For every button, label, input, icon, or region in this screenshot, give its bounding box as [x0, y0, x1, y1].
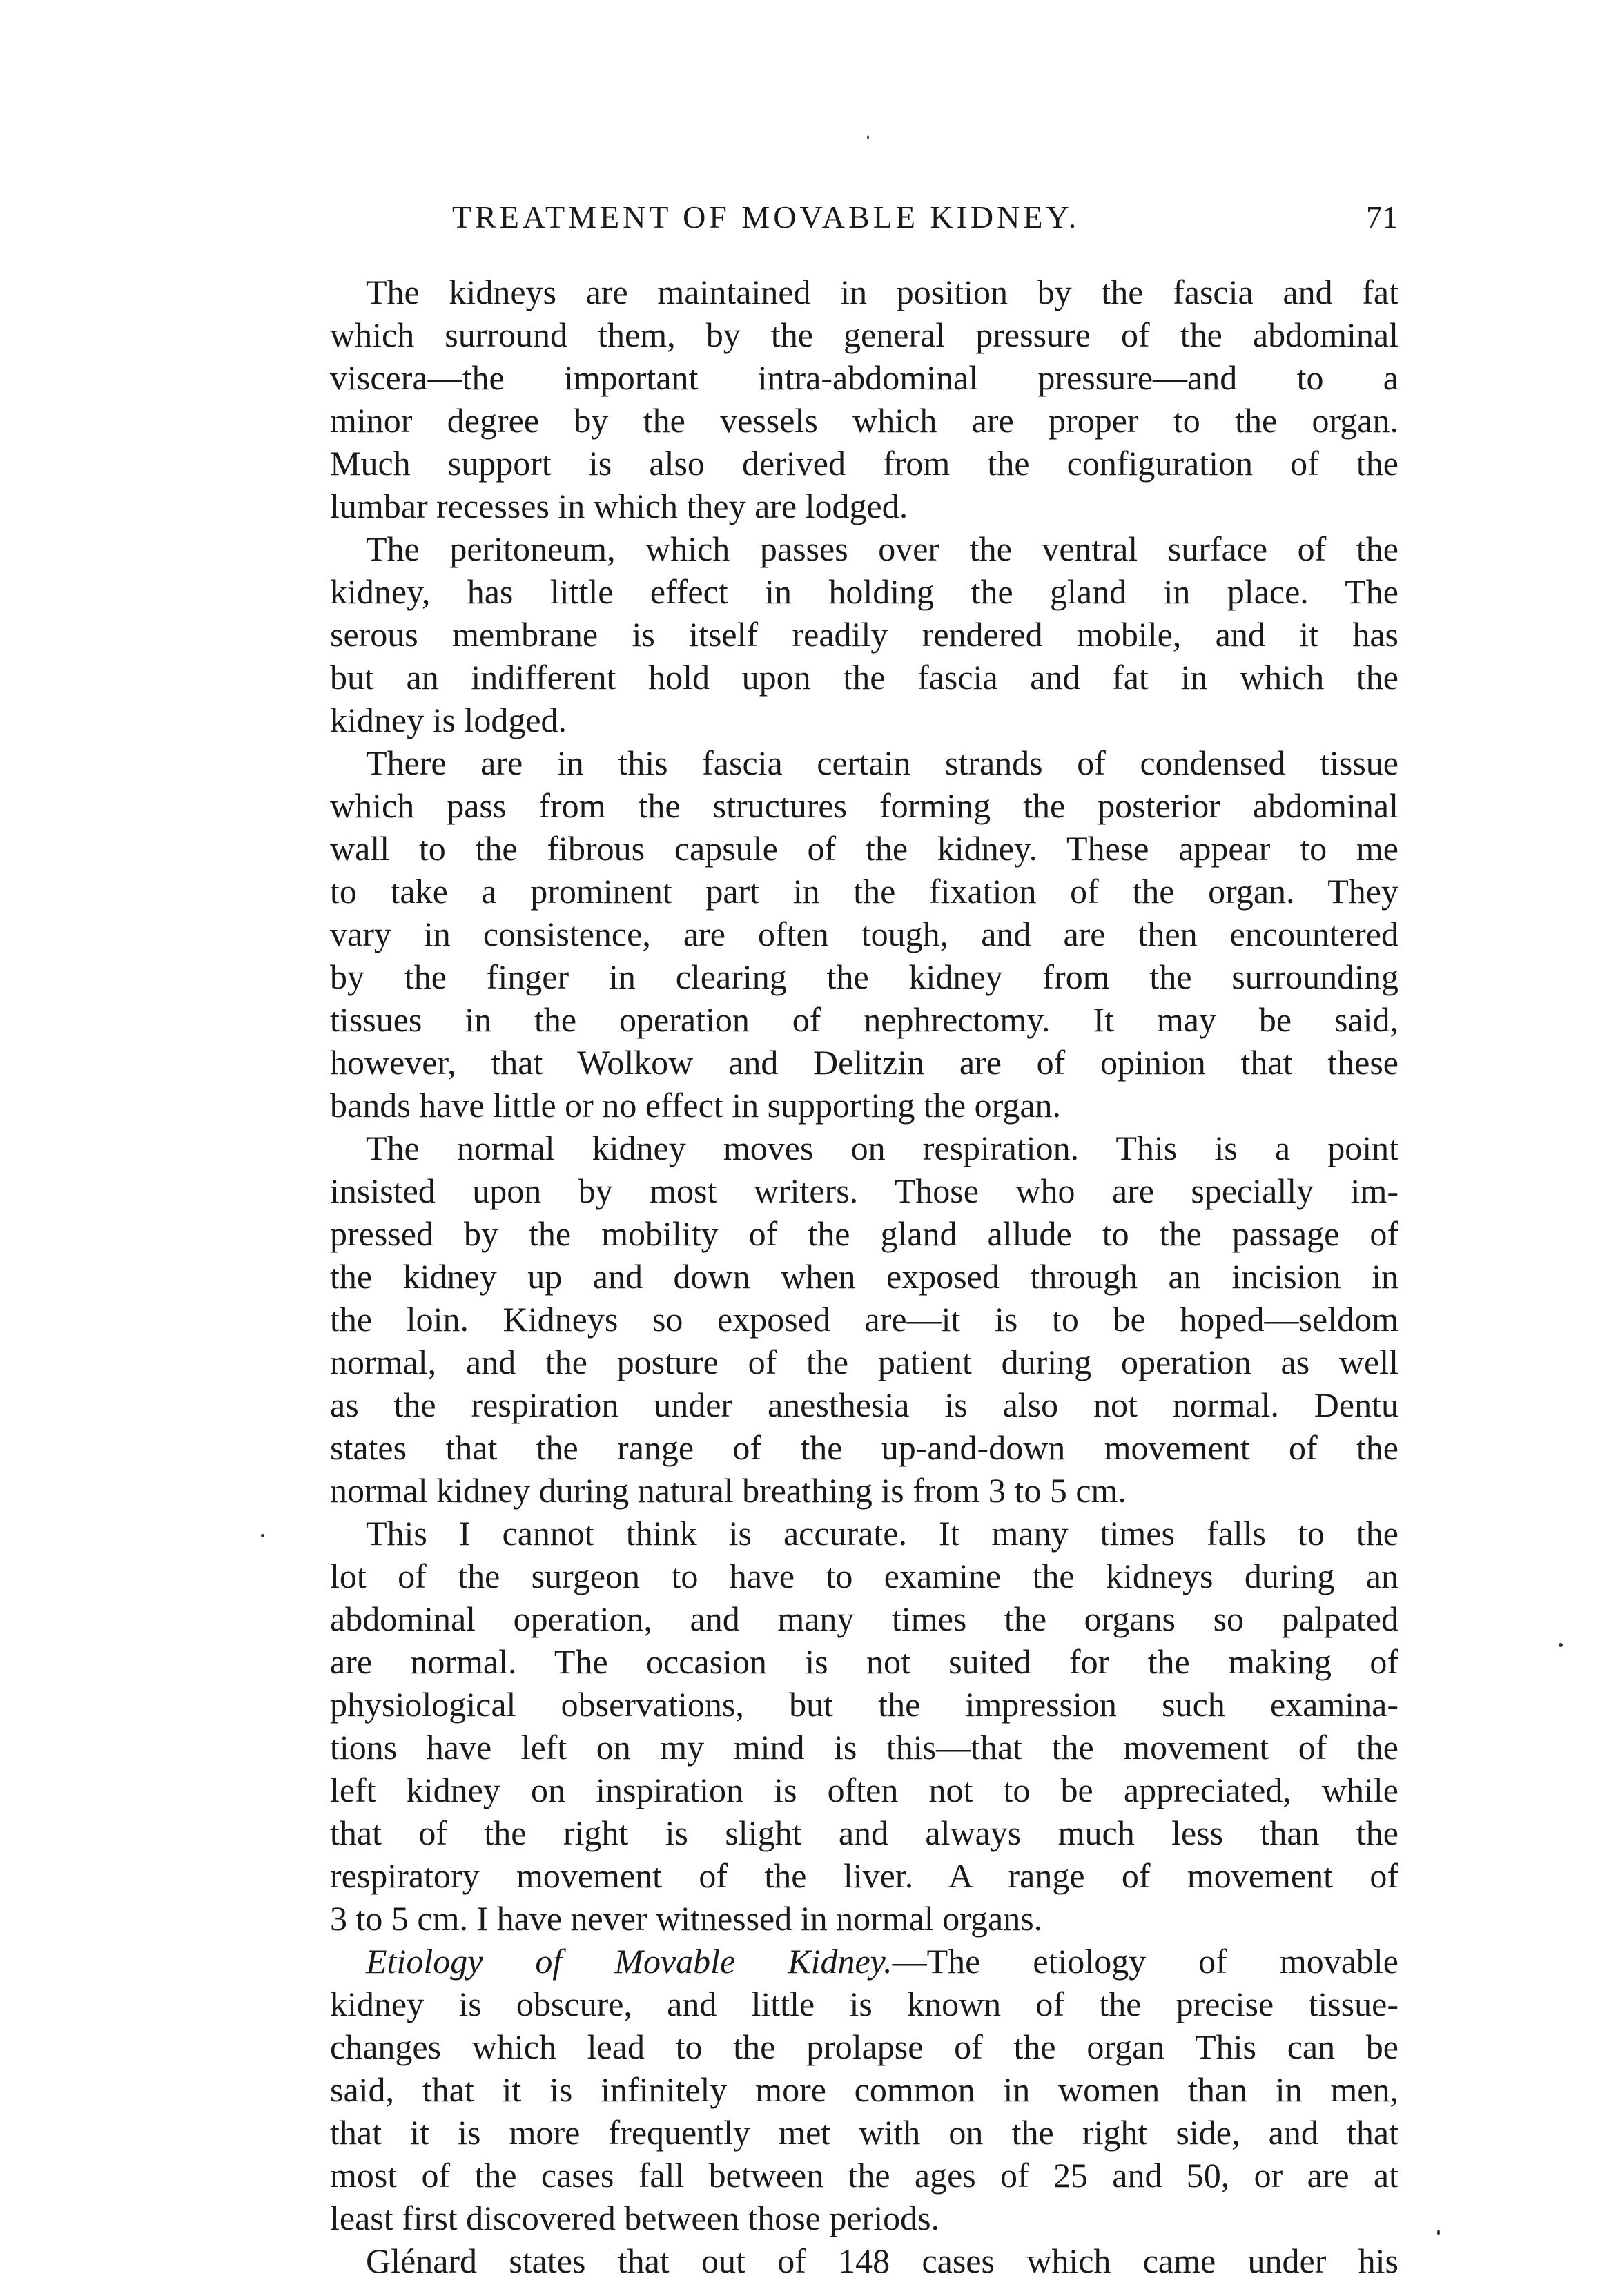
- text-line: normal kidney during natural breathing is from 3 to 5 cm.: [330, 1471, 1127, 1510]
- text-line: Glénard states that out of 148 cases which came under his: [366, 2241, 1398, 2280]
- text-line: The peritoneum, which passes over the ventral surface of the: [366, 529, 1398, 568]
- text-line: the kidney up and down when exposed through an incision in: [330, 1257, 1398, 1296]
- text-line: vary in consistence, are often tough, and are then encountered: [330, 915, 1398, 953]
- text-line: physiological observations, but the impression such examina-: [330, 1685, 1398, 1724]
- text-line: which surround them, by the general pressure of the abdominal: [330, 315, 1398, 354]
- text-line: least first discovered between those periods.: [330, 2199, 940, 2237]
- text-line: kidney is lodged.: [330, 701, 567, 739]
- text-line: left kidney on inspiration is often not to be appreciated, while: [330, 1771, 1398, 1809]
- text-line: states that the range of the up-and-down movement of the: [330, 1428, 1398, 1467]
- text-line: lot of the surgeon to have to examine the kidneys during an: [330, 1557, 1398, 1595]
- text-line: normal, and the posture of the patient during operation as well: [330, 1343, 1398, 1381]
- text-line: most of the cases fall between the ages of 25 and 50, or are at: [330, 2156, 1398, 2195]
- paragraph-peritoneum: [330, 527, 1398, 741]
- text-line: the loin. Kidneys so exposed are—it is to be hoped—seldom: [330, 1300, 1398, 1339]
- print-speck: [261, 1534, 264, 1537]
- print-speck: [1559, 1643, 1563, 1647]
- text-line: which pass from the structures forming the posterior abdominal: [330, 786, 1398, 825]
- text-line: bands have little or no effect in supporting the organ.: [330, 1086, 1062, 1125]
- text-line: serous membrane is itself readily rendered mobile, and it has: [330, 615, 1398, 654]
- text-line: Much support is also derived from the configuration of the: [330, 444, 1398, 483]
- text-line: The kidneys are maintained in position by the fascia and fat: [366, 273, 1398, 311]
- text-line: abdominal operation, and many times the organs so palpated: [330, 1599, 1398, 1638]
- paragraph-accuracy: [330, 1512, 1398, 1940]
- text-line: are normal. The occasion is not suited for the making of: [330, 1642, 1398, 1681]
- text-line: respiratory movement of the liver. A range of movement of: [330, 1856, 1398, 1895]
- paragraph-etiology: [330, 1940, 1398, 2239]
- text-line: changes which lead to the prolapse of the organ This can be: [330, 2027, 1398, 2066]
- print-speck: [867, 135, 869, 139]
- text-line: minor degree by the vessels which are proper to the organ.: [330, 401, 1398, 440]
- text-line: as the respiration under anesthesia is also not normal. Dentu: [330, 1385, 1398, 1424]
- paragraph-respiration: [330, 1127, 1398, 1512]
- text-line: This I cannot think is accurate. It many times falls to the: [366, 1514, 1398, 1553]
- text-line: but an indifferent hold upon the fascia and fat in which the: [330, 658, 1398, 697]
- body-text: [330, 271, 1398, 2282]
- text-line: tions have left on my mind is this—that the movement of the: [330, 1728, 1398, 1767]
- text-line: tissues in the operation of nephrectomy. It may be said,: [330, 1000, 1398, 1039]
- text-line: lumbar recesses in which they are lodged.: [330, 487, 908, 525]
- running-title: TREATMENT OF MOVABLE KIDNEY.: [452, 200, 1080, 235]
- text-line: by the finger in clearing the kidney from the surrounding: [330, 957, 1398, 996]
- running-head: [331, 193, 1398, 242]
- text-line: however, that Wolkow and Delitzin are of opinion that these: [330, 1043, 1398, 1082]
- text-line: pressed by the mobility of the gland allude to the passage of: [330, 1214, 1398, 1253]
- text-line: viscera—the important intra-abdominal pressure—and to a: [330, 358, 1398, 397]
- section-heading: Etiology of Movable Kidney.: [366, 1942, 893, 1981]
- paragraph-fixation: [330, 271, 1398, 527]
- text-run: —The etiology of movable: [892, 1942, 1398, 1981]
- text-line: 3 to 5 cm. I have never witnessed in normal organs.: [330, 1899, 1043, 1938]
- print-speck: [1437, 2230, 1440, 2235]
- text-line: that of the right is slight and always much less than the: [330, 1813, 1398, 1852]
- page-number: 71: [1366, 200, 1398, 235]
- text-line: that it is more frequently met with on the right side, and that: [330, 2113, 1398, 2152]
- text-line: kidney, has little effect in holding the gland in place. The: [330, 572, 1398, 611]
- text-line: The normal kidney moves on respiration. This is a point: [366, 1129, 1398, 1167]
- text-line: to take a prominent part in the fixation of the organ. They: [330, 872, 1398, 911]
- paragraph-fascia-strands: [330, 741, 1398, 1127]
- text-line: [330, 1940, 1398, 1983]
- text-line: kidney is obscure, and little is known of the precise tissue-: [330, 1985, 1398, 2023]
- paragraph-glenard: [330, 2239, 1398, 2282]
- text-line: said, that it is infinitely more common in women than in men,: [330, 2070, 1398, 2109]
- text-line: wall to the fibrous capsule of the kidney. These appear to me: [330, 829, 1398, 868]
- text-line: insisted upon by most writers. Those who are specially im-: [330, 1171, 1398, 1210]
- text-line: There are in this fascia certain strands of condensed tissue: [366, 743, 1398, 782]
